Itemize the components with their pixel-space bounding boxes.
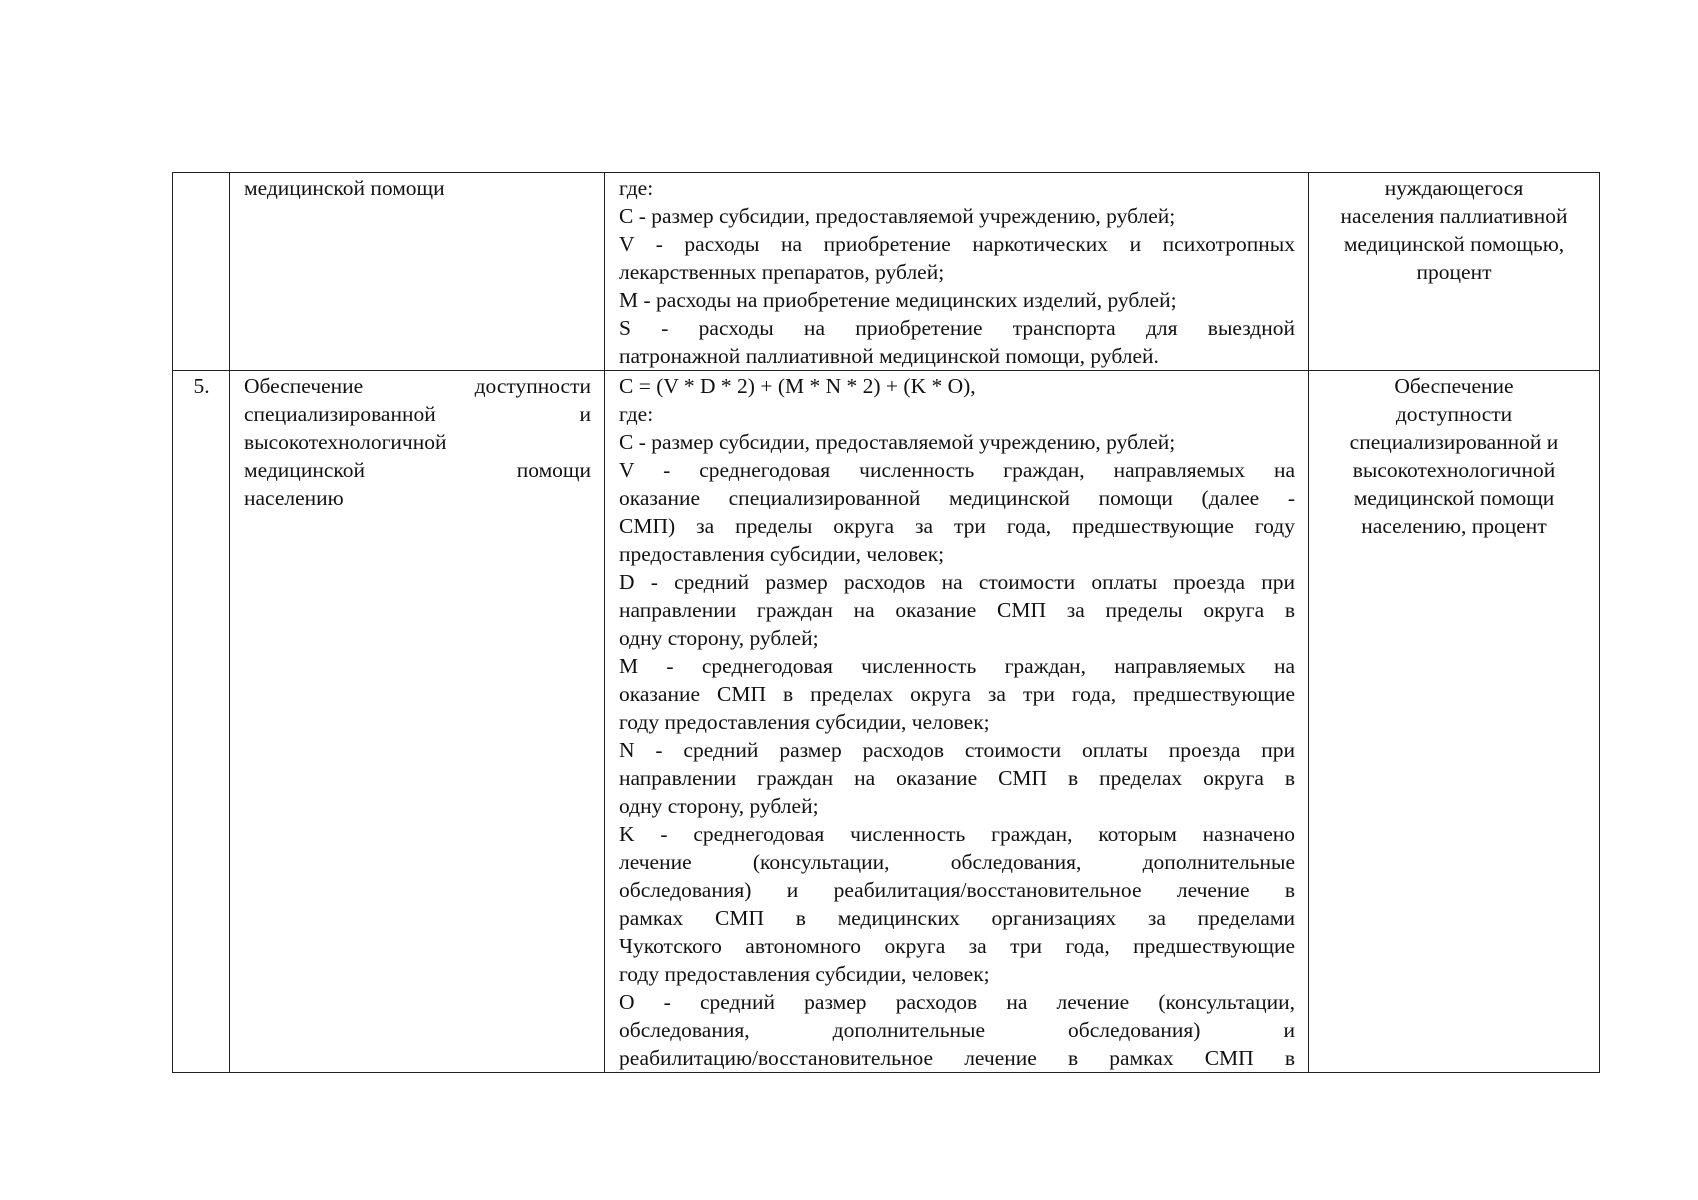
measure-name-cell (230, 371, 605, 1073)
text-line: году предоставления субсидии, человек; (619, 962, 990, 986)
text-line: Обеспечение (1394, 374, 1514, 398)
text-line: O - средний размер расходов на лечение (консультации, (619, 990, 1295, 1014)
text-line: обследования, дополнительные обследования) и (619, 1018, 1295, 1042)
table-row (173, 173, 1600, 371)
text-line: рамках СМП в медицинских организациях за пределами (619, 906, 1295, 930)
text-line: высокотехнологичной (244, 430, 447, 454)
row-number-cell (173, 371, 230, 1073)
text-line: населению (244, 486, 344, 510)
text-line: предоставления субсидии, человек; (619, 542, 945, 566)
text-line: направлении граждан на оказание СМП в пределах округа в (619, 766, 1295, 790)
subsidy-table (172, 172, 1600, 1073)
text-line: лечение (консультации, обследования, дополнительные (619, 850, 1295, 874)
table-row (173, 371, 1600, 1073)
text-line: специализированной и (1349, 430, 1559, 454)
text-line: доступности (1395, 402, 1513, 426)
text-line: патронажной паллиативной медицинской помощи, рублей. (619, 344, 1159, 368)
text-line: V - расходы на приобретение наркотических и психотропных (619, 232, 1295, 256)
text-line: одну сторону, рублей; (619, 794, 819, 818)
text-line: V - среднегодовая численность граждан, направляемых на (619, 458, 1295, 482)
text-line: реабилитацию/восстановительное лечение в рамках СМП в (619, 1046, 1295, 1070)
text-line: населения паллиативной (1340, 204, 1568, 228)
text-line: обследования) и реабилитация/восстановительное лечение в (619, 878, 1295, 902)
measure-name (230, 371, 604, 512)
indicator-text (1309, 371, 1599, 540)
text-line: оказание специализированной медицинской помощи (далее - (619, 486, 1295, 510)
measure-name (230, 173, 604, 202)
indicator-text (1309, 173, 1599, 286)
text-line: нуждающегося (1384, 176, 1524, 200)
text-line: N - средний размер расходов стоимости оплаты проезда при (619, 738, 1295, 762)
text-line: СМП) за пределы округа за три года, предшествующие году (619, 514, 1295, 538)
text-line: медицинской помощи (244, 176, 445, 200)
text-line: S - расходы на приобретение транспорта для выездной (619, 316, 1295, 340)
text-line: M - среднегодовая численность граждан, направляемых на (619, 654, 1295, 678)
text-line: где: (619, 176, 654, 200)
text-line: лекарственных препаратов, рублей; (619, 260, 945, 284)
text-line: высокотехнологичной (1352, 458, 1556, 482)
text-line: медицинской помощи (244, 458, 591, 482)
text-line: году предоставления субсидии, человек; (619, 710, 990, 734)
text-line: C - размер субсидии, предоставляемой учреждению, рублей; (619, 204, 1176, 228)
text-line: специализированной и (244, 402, 591, 426)
row-number: 5. (193, 374, 210, 398)
row-number-cell (173, 173, 230, 371)
text-line: медицинской помощи (1353, 486, 1555, 510)
text-line: C - размер субсидии, предоставляемой учреждению, рублей; (619, 430, 1176, 454)
formula-cell (605, 173, 1309, 371)
measure-name-cell (230, 173, 605, 371)
text-line: M - расходы на приобретение медицинских изделий, рублей; (619, 288, 1177, 312)
text-line: направлении граждан на оказание СМП за пределы округа в (619, 598, 1295, 622)
text-line: населению, процент (1361, 514, 1547, 538)
formula-text (605, 173, 1308, 370)
formula-cell (605, 371, 1309, 1073)
text-line: оказание СМП в пределах округа за три года, предшествующие (619, 682, 1295, 706)
text-line: D - средний размер расходов на стоимости оплаты проезда при (619, 570, 1295, 594)
text-line: где: (619, 402, 654, 426)
text-line: Обеспечение доступности (244, 374, 591, 398)
indicator-cell (1309, 371, 1600, 1073)
text-line: K - среднегодовая численность граждан, которым назначено (619, 822, 1295, 846)
formula-text (605, 371, 1308, 1072)
text-line: медицинской помощью, (1343, 232, 1565, 256)
indicator-cell (1309, 173, 1600, 371)
text-line: одну сторону, рублей; (619, 626, 819, 650)
text-line: Чукотского автономного округа за три года, предшествующие (619, 934, 1295, 958)
text-line: процент (1416, 260, 1492, 284)
text-line: C = (V * D * 2) + (M * N * 2) + (K * O), (619, 374, 976, 398)
